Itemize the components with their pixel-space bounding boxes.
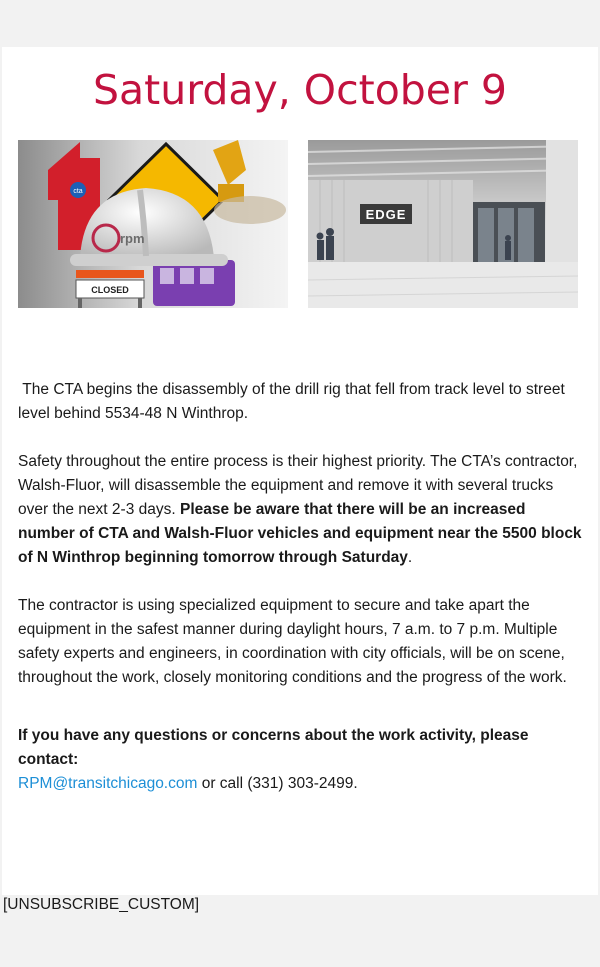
- safety-text: Safety throughout the entire process is their highest priority. The CTA’s contractor, Walsh-Fluor, will disassemble the equipment and remove it with several trucks over the next 2-3 days.: [18, 453, 578, 518]
- contact-line: [18, 772, 583, 796]
- edge-sign-text: EDGE: [365, 207, 407, 222]
- paragraph-contractor: The contractor is using specialized equipment to secure and take apart the equipment in the safest manner during daylight hours, 7 a.m. to 7 p.m. Multiple safety experts and engineers, in coordination with city officials, will be on scene, throughout the work, closely monitoring conditions and the progress of the work.: [18, 597, 567, 686]
- dust-cloud: [214, 196, 286, 224]
- construction-illustration: [18, 140, 288, 308]
- headline: Saturday, October 9: [92, 66, 508, 114]
- unsubscribe-placeholder: [UNSUBSCRIBE_CUSTOM]: [3, 896, 200, 913]
- cta-logo-text: cta: [73, 188, 83, 195]
- rpm-logo-text: rpm: [120, 231, 145, 246]
- safety-warning-bold: Please be aware that there will be an increased number of CTA and Walsh-Fluor vehicles and equipment near the 5500 block of N Winthrop beginning tomorrow through Saturday: [18, 501, 582, 566]
- phone-text: or call (331) 303-2499.: [197, 775, 358, 792]
- floor: [308, 262, 578, 308]
- contact-heading: If you have any questions or concerns about the work activity, please contact:: [18, 727, 529, 768]
- article-body: [18, 378, 583, 796]
- safety-period: .: [407, 549, 413, 566]
- station-rendering: [308, 140, 578, 308]
- construction-hardhat-image: [18, 140, 288, 308]
- paragraph-safety: [18, 450, 583, 570]
- email-link[interactable]: RPM@transitchicago.com: [18, 775, 198, 792]
- paragraph-intro: The CTA begins the disassembly of the drill rig that fell from track level to street level behind 5534-48 N Winthrop.: [18, 381, 565, 422]
- closed-sign-text: CLOSED: [91, 285, 129, 295]
- station-entrance-image: [308, 140, 578, 308]
